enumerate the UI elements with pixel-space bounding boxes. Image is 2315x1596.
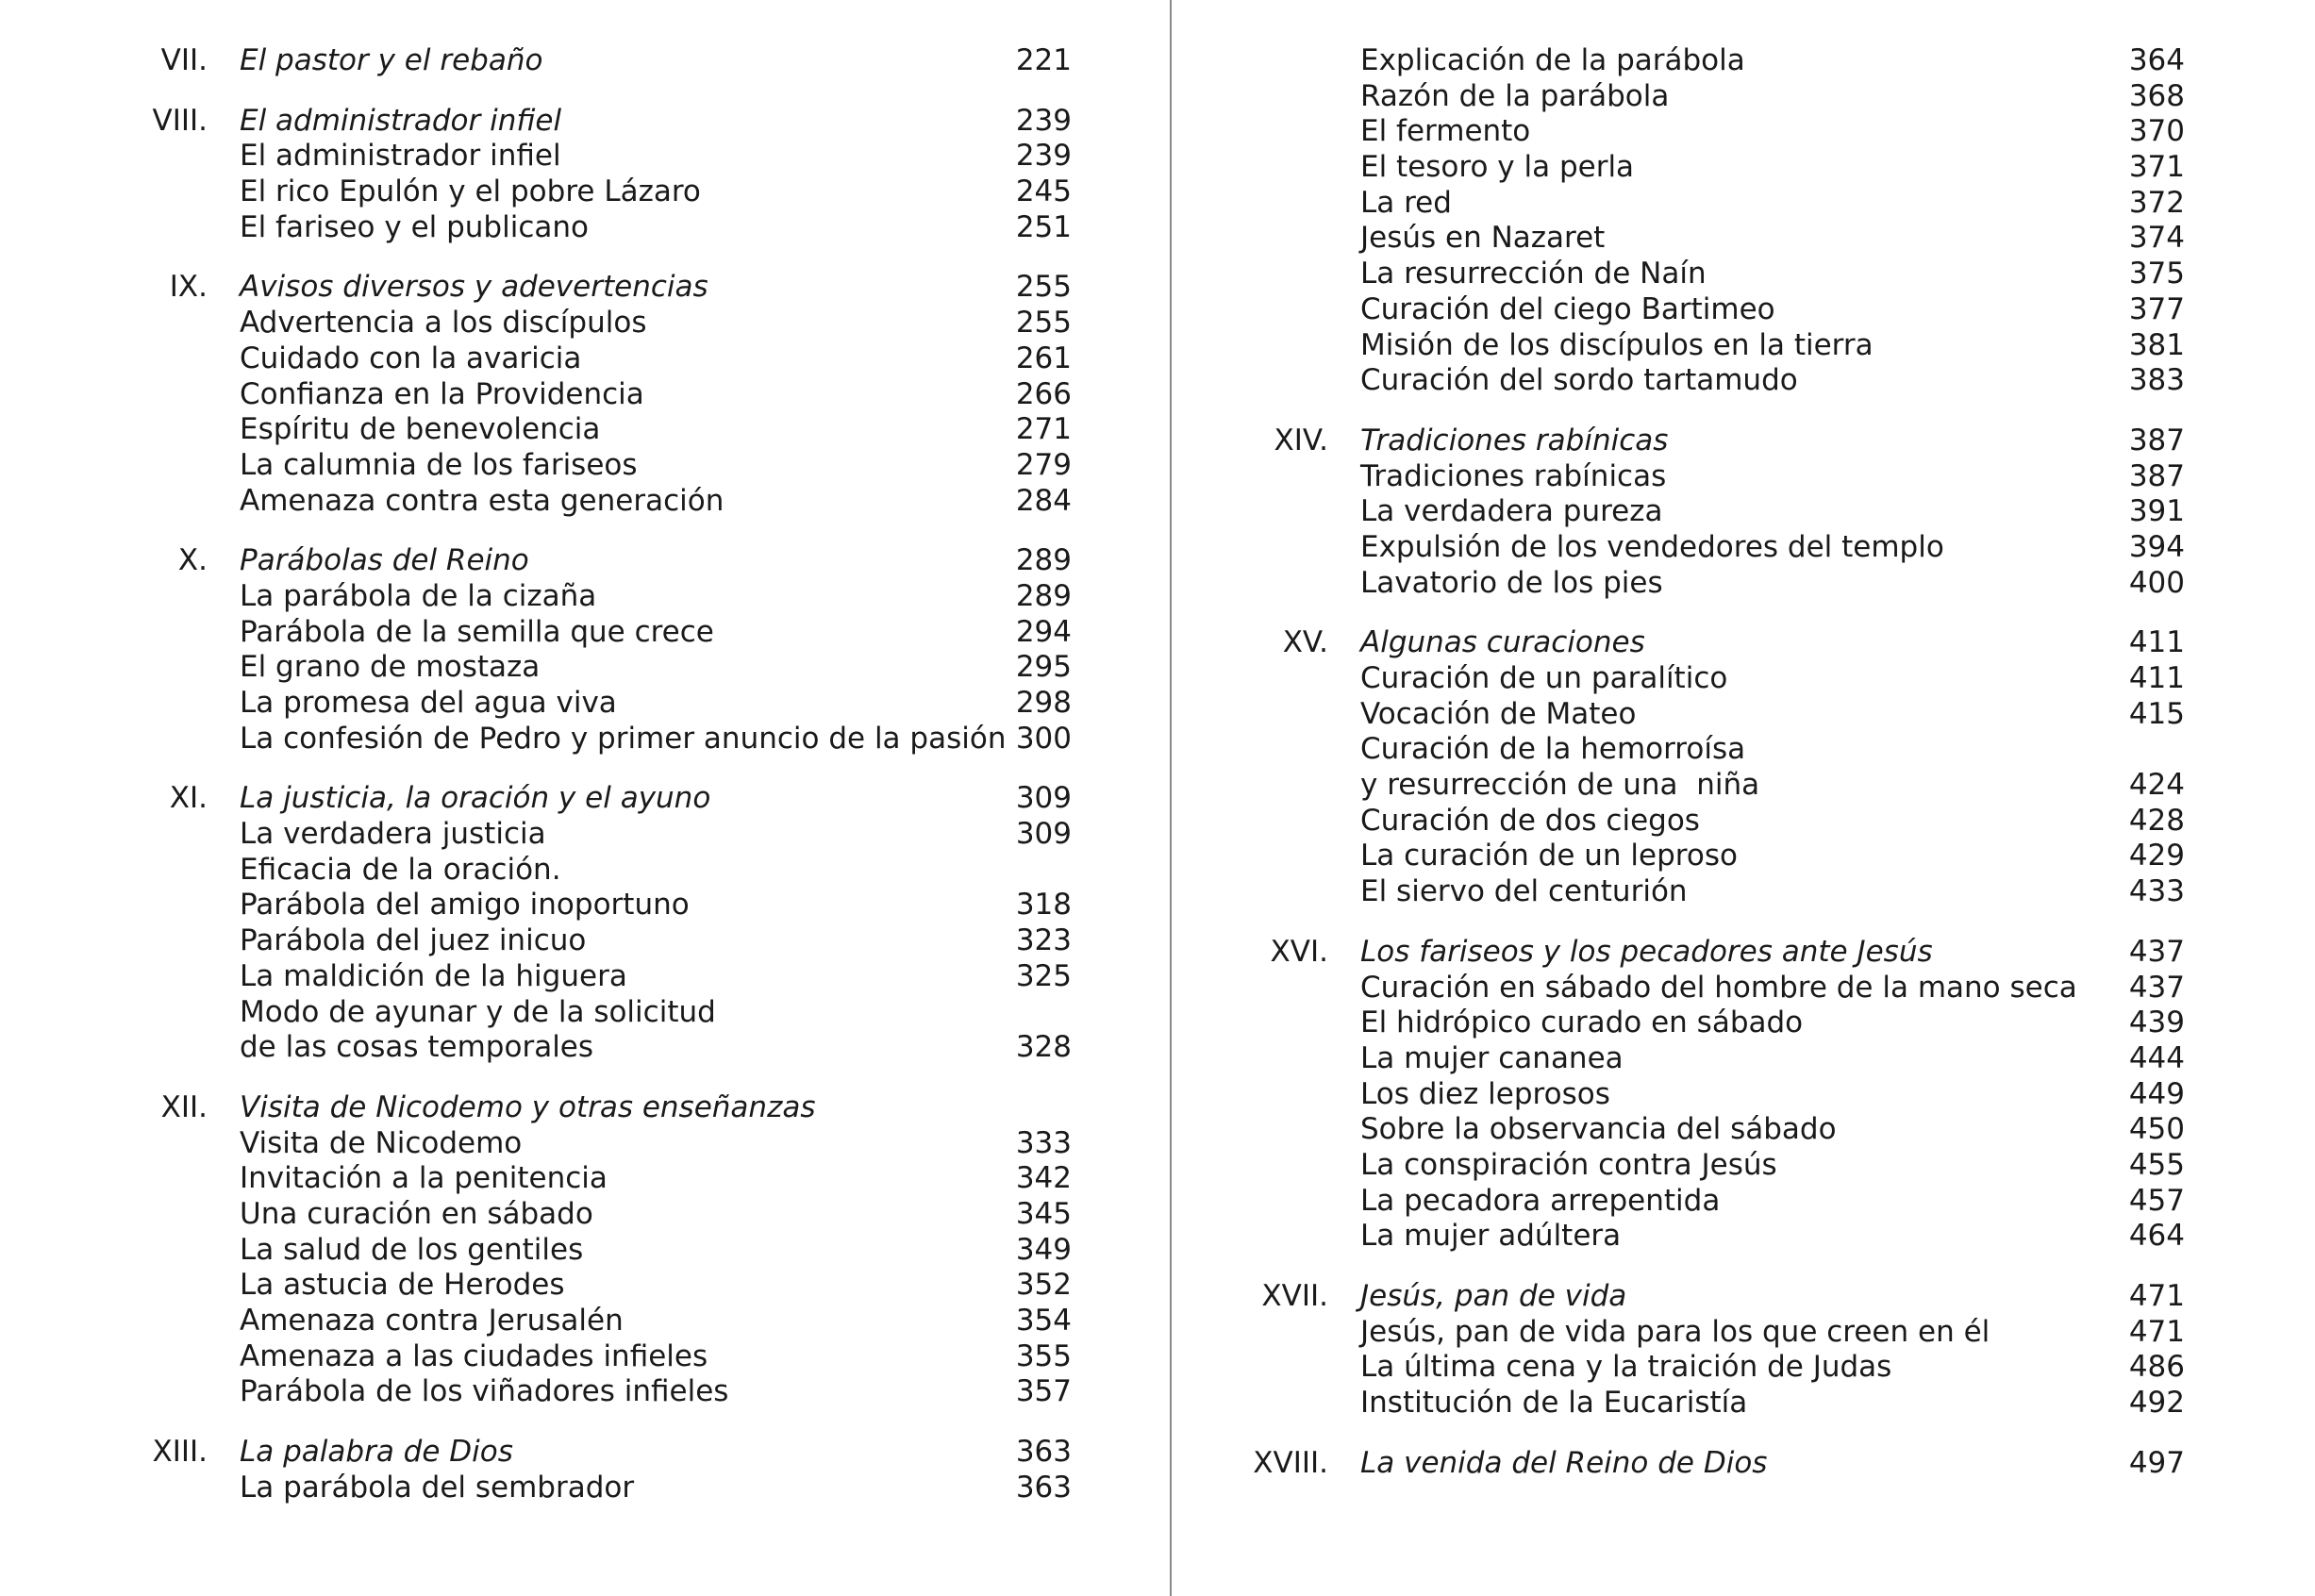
toc-entry xyxy=(0,995,1170,1031)
entry-title: Curación de la hemorroísa xyxy=(1360,732,1746,767)
entry-title: El fariseo y el publicano xyxy=(240,209,589,244)
entry-title: Explicación de la parábola xyxy=(1360,43,1745,77)
entry-title: Curación del sordo tartamudo xyxy=(1360,363,1798,398)
entry-title: Jesús en Nazaret xyxy=(1360,221,1606,256)
toc-entry xyxy=(0,959,1170,995)
page-number: 400 xyxy=(2128,565,2185,600)
entry-title: La promesa del agua viva xyxy=(240,686,617,720)
chapter-title: Jesús, pan de vida xyxy=(1360,1279,1627,1313)
entry-title: Parábola de la semilla que crece xyxy=(240,614,714,649)
toc-entry xyxy=(1174,1219,2315,1255)
toc-entry xyxy=(1174,363,2315,399)
entry-title: Amenaza contra esta generación xyxy=(240,483,724,518)
toc-entry xyxy=(1174,150,2315,186)
entry-title: Sobre la observancia del sábado xyxy=(1360,1112,1837,1147)
toc-entry xyxy=(1174,186,2315,222)
chapter-title: Los fariseos y los pecadores ante Jesús xyxy=(1360,934,1933,969)
entry-title: La red xyxy=(1360,185,1452,220)
toc-entry xyxy=(1174,1184,2315,1220)
page-number: 471 xyxy=(2128,1279,2185,1313)
entry-title: El tesoro y la perla xyxy=(1360,150,1635,185)
toc-section xyxy=(0,543,1170,756)
entry-title: La verdadera justicia xyxy=(240,817,546,852)
chapter-numeral: XIII. xyxy=(152,1435,208,1470)
section-heading xyxy=(0,104,1170,140)
entry-title: Curación de dos ciegos xyxy=(1360,803,1700,838)
toc-entry xyxy=(1174,1386,2315,1421)
page-number: 433 xyxy=(2128,874,2185,909)
toc-entry xyxy=(1174,1112,2315,1148)
chapter-title: Algunas curaciones xyxy=(1360,625,1645,660)
entry-title: La mujer adúltera xyxy=(1360,1219,1622,1254)
page-number: 464 xyxy=(2128,1219,2185,1254)
page-number: 289 xyxy=(1015,578,1072,613)
page-number: 345 xyxy=(1015,1196,1072,1231)
toc-entry xyxy=(0,175,1170,210)
entry-title: de las cosas temporales xyxy=(240,1030,594,1065)
toc-section xyxy=(0,1435,1170,1505)
toc-entry xyxy=(1174,328,2315,364)
chapter-numeral: IX. xyxy=(169,270,208,305)
toc-entry xyxy=(1174,114,2315,150)
toc-entry xyxy=(0,1030,1170,1066)
page-number: 439 xyxy=(2128,1006,2185,1040)
page-number: 449 xyxy=(2128,1076,2185,1111)
page-number: 371 xyxy=(2128,150,2185,185)
toc-entry xyxy=(1174,971,2315,1006)
page-number: 457 xyxy=(2128,1183,2185,1218)
page-number: 333 xyxy=(1015,1125,1072,1160)
page-number: 374 xyxy=(2128,221,2185,256)
entry-title: Modo de ayunar y de la solicitud xyxy=(240,994,716,1029)
entry-title: La pecadora arrepentida xyxy=(1360,1183,1721,1218)
chapter-numeral: XVIII. xyxy=(1253,1445,1328,1480)
toc-section xyxy=(1174,625,2315,910)
page-number: 342 xyxy=(1015,1161,1072,1196)
toc-entry xyxy=(1174,874,2315,910)
toc-section xyxy=(1174,1446,2315,1482)
page-number: 486 xyxy=(2128,1350,2185,1385)
toc-entry xyxy=(1174,459,2315,495)
page-number: 239 xyxy=(1015,103,1072,138)
toc-entry xyxy=(0,650,1170,686)
chapter-numeral: XIV. xyxy=(1274,423,1328,457)
toc-entry xyxy=(0,1374,1170,1410)
page-number: 387 xyxy=(2128,458,2185,493)
page-number: 364 xyxy=(2128,43,2185,77)
toc-entry xyxy=(0,1268,1170,1304)
toc-entry xyxy=(0,377,1170,413)
chapter-title: Tradiciones rabínicas xyxy=(1360,423,1669,457)
entry-title: La parábola del sembrador xyxy=(240,1470,635,1505)
toc-entry xyxy=(0,139,1170,175)
page-number: 394 xyxy=(2128,529,2185,564)
entry-title: Espíritu de benevolencia xyxy=(240,412,601,447)
entry-title: Curación del ciego Bartimeo xyxy=(1360,291,1775,326)
chapter-numeral: XII. xyxy=(160,1089,208,1124)
page-number: 372 xyxy=(2128,185,2185,220)
page-number: 354 xyxy=(1015,1304,1072,1338)
toc-entry xyxy=(1174,1315,2315,1351)
page-number: 357 xyxy=(1015,1374,1072,1409)
page-number: 279 xyxy=(1015,447,1072,482)
toc-section xyxy=(0,1090,1170,1410)
toc-entry xyxy=(0,306,1170,341)
entry-title: El administrador infiel xyxy=(240,139,561,174)
entry-title: Amenaza contra Jerusalén xyxy=(240,1304,624,1338)
entry-title: Eficacia de la oración. xyxy=(240,852,561,887)
toc-section-continued xyxy=(1174,43,2315,399)
toc-entry xyxy=(0,579,1170,615)
toc-entry xyxy=(1174,79,2315,115)
page-number: 428 xyxy=(2128,803,2185,838)
section-heading xyxy=(0,781,1170,817)
toc-entry xyxy=(0,686,1170,722)
page-number: 294 xyxy=(1015,614,1072,649)
page-number: 328 xyxy=(1015,1030,1072,1065)
toc-entry xyxy=(0,923,1170,959)
chapter-title: La venida del Reino de Dios xyxy=(1360,1445,1768,1480)
section-heading xyxy=(0,270,1170,306)
toc-entry xyxy=(0,1304,1170,1339)
toc-section xyxy=(0,43,1170,79)
entry-title: Cuidado con la avaricia xyxy=(240,341,582,375)
chapter-title: Avisos diversos y adevertencias xyxy=(240,270,708,305)
entry-title: La curación de un leproso xyxy=(1360,839,1738,873)
page-number: 444 xyxy=(2128,1040,2185,1075)
page-number: 424 xyxy=(2128,768,2185,803)
toc-section xyxy=(0,104,1170,246)
entry-title: Una curación en sábado xyxy=(240,1196,593,1231)
page-number: 255 xyxy=(1015,306,1072,341)
chapter-numeral: XVII. xyxy=(1261,1279,1328,1313)
section-heading xyxy=(1174,1279,2315,1315)
entry-title: Jesús, pan de vida para los que creen en él xyxy=(1360,1314,1990,1349)
toc-entry xyxy=(0,448,1170,484)
toc-section xyxy=(0,270,1170,519)
page-number: 383 xyxy=(2128,363,2185,398)
page-number: 450 xyxy=(2128,1112,2185,1147)
toc-entry xyxy=(0,1471,1170,1506)
page-number: 455 xyxy=(2128,1147,2185,1182)
entry-title: La salud de los gentiles xyxy=(240,1232,584,1267)
entry-title: Confianza en la Providencia xyxy=(240,376,644,411)
table-of-contents-left xyxy=(0,43,1170,1530)
section-heading xyxy=(1174,935,2315,971)
toc-entry xyxy=(0,341,1170,377)
toc-entry xyxy=(0,722,1170,757)
toc-entry xyxy=(1174,732,2315,768)
page-number: 255 xyxy=(1015,270,1072,305)
entry-title: Curación de un paralítico xyxy=(1360,661,1728,695)
page-number: 377 xyxy=(2128,291,2185,326)
entry-title: Misión de los discípulos en la tierra xyxy=(1360,327,1874,362)
page-number: 284 xyxy=(1015,483,1072,518)
toc-entry xyxy=(1174,1006,2315,1041)
chapter-title: Visita de Nicodemo y otras enseñanzas xyxy=(240,1089,816,1124)
page-number: 411 xyxy=(2128,661,2185,695)
entry-title: Visita de Nicodemo xyxy=(240,1125,523,1160)
entry-title: El siervo del centurión xyxy=(1360,874,1688,909)
toc-entry xyxy=(0,615,1170,651)
toc-entry xyxy=(1174,257,2315,292)
entry-title: La verdadera pureza xyxy=(1360,494,1663,529)
page-number: 387 xyxy=(2128,423,2185,457)
page-number: 239 xyxy=(1015,139,1072,174)
entry-title: El rico Epulón y el pobre Lázaro xyxy=(240,175,701,209)
toc-entry xyxy=(1174,292,2315,328)
entry-title: El hidrópico curado en sábado xyxy=(1360,1006,1804,1040)
chapter-numeral: XV. xyxy=(1282,625,1328,660)
section-heading xyxy=(0,543,1170,579)
entry-title: La última cena y la traición de Judas xyxy=(1360,1350,1892,1385)
chapter-title: Parábolas del Reino xyxy=(240,543,529,578)
toc-entry xyxy=(1174,43,2315,79)
toc-entry xyxy=(0,1126,1170,1162)
page-number: 309 xyxy=(1015,817,1072,852)
chapter-title: El administrador infiel xyxy=(240,103,562,138)
page-number: 391 xyxy=(2128,494,2185,529)
toc-entry xyxy=(0,484,1170,520)
toc-entry xyxy=(0,210,1170,246)
entry-title: y resurrección de una niña xyxy=(1360,768,1760,803)
toc-entry xyxy=(0,853,1170,889)
entry-title: La mujer cananea xyxy=(1360,1040,1624,1075)
section-heading xyxy=(0,1090,1170,1126)
entry-title: La astucia de Herodes xyxy=(240,1268,565,1303)
page-number: 323 xyxy=(1015,923,1072,958)
toc-section xyxy=(1174,935,2315,1255)
entry-title: El grano de mostaza xyxy=(240,650,541,685)
page-number: 309 xyxy=(1015,781,1072,816)
entry-title: Amenaza a las ciudades infieles xyxy=(240,1338,708,1373)
entry-title: Advertencia a los discípulos xyxy=(240,306,647,341)
toc-entry xyxy=(1174,1148,2315,1184)
toc-entry xyxy=(1174,1041,2315,1077)
entry-title: Los diez leprosos xyxy=(1360,1076,1610,1111)
page-number: 492 xyxy=(2128,1386,2185,1421)
page-number: 370 xyxy=(2128,114,2185,149)
toc-entry xyxy=(0,1197,1170,1233)
toc-entry xyxy=(1174,661,2315,697)
entry-title: Lavatorio de los pies xyxy=(1360,565,1663,600)
chapter-numeral: XI. xyxy=(169,781,208,816)
page-number: 368 xyxy=(2128,78,2185,113)
entry-title: Parábola del amigo inoportuno xyxy=(240,888,690,923)
entry-title: La parábola de la cizaña xyxy=(240,578,597,613)
page-number: 271 xyxy=(1015,412,1072,447)
toc-entry xyxy=(1174,530,2315,566)
page-number: 429 xyxy=(2128,839,2185,873)
page-number: 245 xyxy=(1015,175,1072,209)
page-number: 471 xyxy=(2128,1314,2185,1349)
entry-title: La maldición de la higuera xyxy=(240,958,627,993)
right-page xyxy=(1174,0,2315,1596)
chapter-numeral: X. xyxy=(177,543,208,578)
entry-title: La confesión de Pedro y primer anuncio de la pasión xyxy=(240,721,1007,756)
toc-section xyxy=(0,781,1170,1066)
page-number: 497 xyxy=(2128,1445,2185,1480)
page-number: 363 xyxy=(1015,1435,1072,1470)
chapter-title: La justicia, la oración y el ayuno xyxy=(240,781,711,816)
section-heading xyxy=(1174,625,2315,661)
entry-title: Razón de la parábola xyxy=(1360,78,1670,113)
toc-entry xyxy=(1174,566,2315,602)
page-number: 375 xyxy=(2128,257,2185,291)
section-heading xyxy=(1174,424,2315,459)
toc-entry xyxy=(0,817,1170,853)
toc-entry xyxy=(0,1233,1170,1269)
entry-title: La conspiración contra Jesús xyxy=(1360,1147,1777,1182)
page-number: 251 xyxy=(1015,209,1072,244)
page-number: 355 xyxy=(1015,1338,1072,1373)
toc-entry xyxy=(0,412,1170,448)
toc-section xyxy=(1174,424,2315,601)
page-number: 363 xyxy=(1015,1470,1072,1505)
entry-title: Expulsión de los vendedores del templo xyxy=(1360,529,1944,564)
entry-title: Invitación a la penitencia xyxy=(240,1161,608,1196)
toc-entry xyxy=(1174,1077,2315,1113)
page-number: 298 xyxy=(1015,686,1072,720)
page-number: 415 xyxy=(2128,696,2185,731)
page-number: 318 xyxy=(1015,888,1072,923)
chapter-title: El pastor y el rebaño xyxy=(240,43,543,77)
toc-entry xyxy=(1174,494,2315,530)
toc-entry xyxy=(1174,221,2315,257)
entry-title: Tradiciones rabínicas xyxy=(1360,458,1667,493)
entry-title: La calumnia de los fariseos xyxy=(240,447,638,482)
page-number: 261 xyxy=(1015,341,1072,375)
chapter-numeral: VII. xyxy=(160,43,208,77)
page-number: 221 xyxy=(1015,43,1072,77)
page-number: 437 xyxy=(2128,970,2185,1005)
toc-entry xyxy=(1174,768,2315,804)
toc-entry xyxy=(0,1339,1170,1375)
section-heading xyxy=(1174,1446,2315,1482)
chapter-numeral: XVI. xyxy=(1270,934,1328,969)
chapter-title: La palabra de Dios xyxy=(240,1435,513,1470)
toc-entry xyxy=(1174,839,2315,874)
entry-title: El fermento xyxy=(1360,114,1531,149)
entry-title: Curación en sábado del hombre de la mano seca xyxy=(1360,970,2077,1005)
page-number: 352 xyxy=(1015,1268,1072,1303)
toc-entry xyxy=(1174,804,2315,840)
section-heading xyxy=(0,43,1170,79)
section-heading xyxy=(0,1435,1170,1471)
toc-entry xyxy=(1174,1350,2315,1386)
page-number: 295 xyxy=(1015,650,1072,685)
page-number: 325 xyxy=(1015,958,1072,993)
chapter-numeral: VIII. xyxy=(152,103,208,138)
page-number: 381 xyxy=(2128,327,2185,362)
entry-title: Institución de la Eucaristía xyxy=(1360,1386,1748,1421)
toc-entry xyxy=(0,1161,1170,1197)
toc-entry xyxy=(1174,697,2315,733)
entry-title: Parábola del juez inicuo xyxy=(240,923,587,958)
page-number: 349 xyxy=(1015,1232,1072,1267)
table-of-contents-right xyxy=(1174,43,2315,1505)
page-number: 300 xyxy=(1015,721,1072,756)
entry-title: Vocación de Mateo xyxy=(1360,696,1637,731)
page-number: 437 xyxy=(2128,934,2185,969)
page-gutter-divider xyxy=(1170,0,1172,1596)
toc-section xyxy=(1174,1279,2315,1421)
toc-entry xyxy=(0,888,1170,923)
entry-title: Parábola de los viñadores infieles xyxy=(240,1374,729,1409)
page-number: 289 xyxy=(1015,543,1072,578)
page-number: 266 xyxy=(1015,376,1072,411)
page-number: 411 xyxy=(2128,625,2185,660)
entry-title: La resurrección de Naín xyxy=(1360,257,1707,291)
